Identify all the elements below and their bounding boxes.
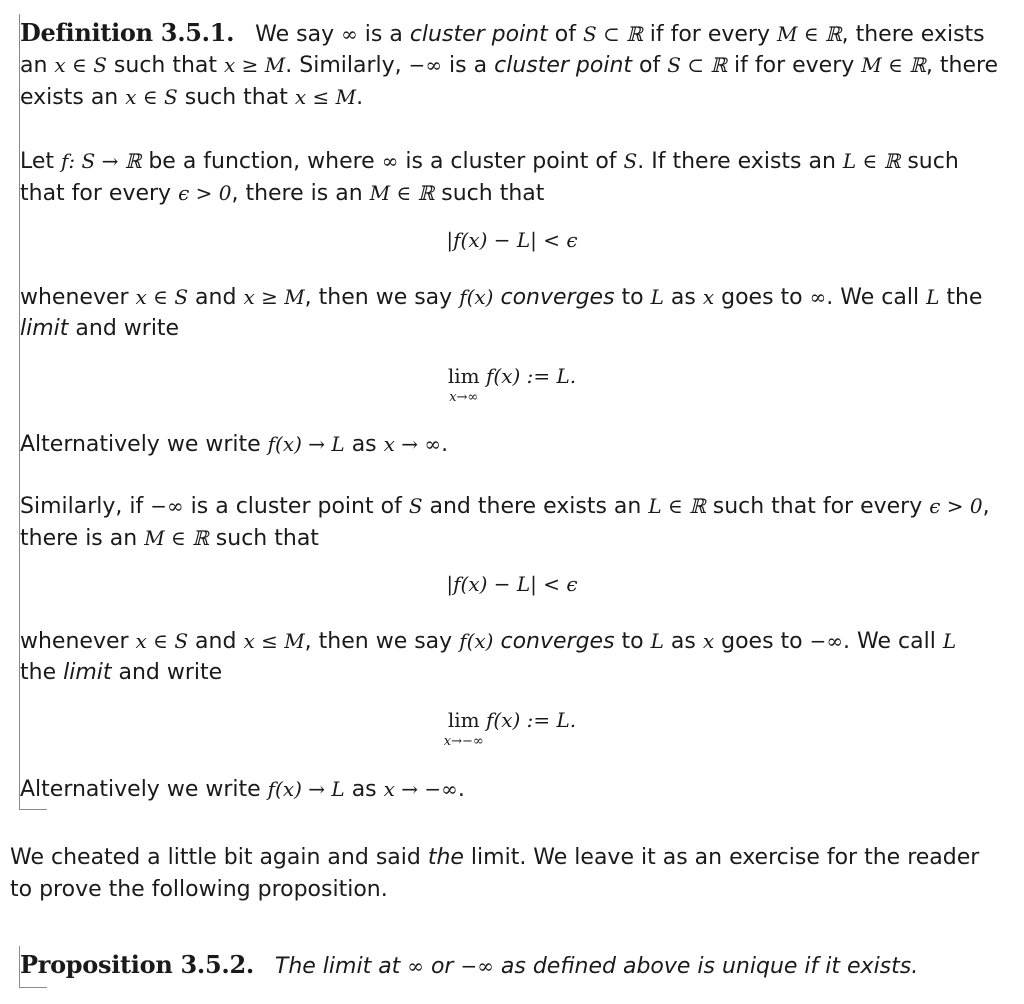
math: ϵ > 0 (178, 181, 232, 205)
text: is a (357, 22, 410, 47)
term-converges: converges (500, 629, 615, 654)
math: L (926, 285, 940, 309)
text: to (614, 629, 651, 654)
text: Alternatively we write (20, 432, 268, 457)
emphasis-the: the (427, 845, 464, 870)
lim-subscript: x→−∞ (443, 734, 484, 749)
text: the (20, 660, 64, 685)
lim-operator (447, 362, 480, 405)
text: , (982, 494, 990, 519)
math: f(x) → L (267, 432, 345, 456)
math: ∞ (407, 954, 424, 978)
text: . We call (826, 285, 927, 310)
math: L (650, 285, 664, 309)
text-line (20, 625, 1000, 657)
definition-paragraph-6 (20, 625, 1000, 689)
math: x → ∞ (383, 432, 442, 456)
remark-paragraph (10, 842, 990, 906)
text: whenever (20, 629, 136, 654)
math: f(x) (459, 629, 494, 653)
text: , there exists (841, 22, 985, 47)
text: as (663, 629, 703, 654)
definition-paragraph-4 (20, 428, 1000, 460)
math: M ∈ ℝ (861, 53, 926, 77)
math: f(x) → L (267, 777, 345, 801)
definition-box-corner (19, 809, 47, 810)
math: M ∈ ℝ (369, 181, 435, 205)
text: and (188, 285, 244, 310)
text: . (457, 777, 465, 802)
math: x ∈ S (135, 285, 189, 309)
text-line (20, 177, 1000, 209)
text: of (547, 22, 583, 47)
text: there is an (20, 526, 145, 551)
math: ∞ (341, 22, 358, 46)
text: to (614, 285, 651, 310)
math: f: S → ℝ (61, 149, 142, 173)
math: f(x) := L. (485, 364, 577, 388)
term-limit: limit (63, 660, 112, 685)
math: L (650, 629, 664, 653)
math: L (942, 629, 957, 653)
display-equation-3: |f(x) − L| < ϵ (446, 572, 578, 596)
display-equation-1: |f(x) − L| < ϵ (446, 228, 578, 252)
math: L ∈ ℝ (842, 149, 901, 173)
text: goes to (714, 629, 810, 654)
text: of (632, 53, 668, 78)
text: such that (106, 53, 225, 78)
text: as defined above is unique if it exists. (493, 954, 919, 979)
math: ∞ (809, 285, 827, 309)
text: as (344, 777, 384, 802)
math: M ∈ ℝ (776, 22, 842, 46)
display-equation-2 (0, 362, 1024, 405)
text-line (20, 522, 1000, 554)
definition-paragraph-5 (20, 490, 1000, 554)
math: x ≥ M (224, 53, 286, 77)
text: . Similarly, (285, 53, 409, 78)
math: M ∈ ℝ (144, 526, 209, 550)
text: that for every (20, 181, 179, 206)
math: S ⊂ ℝ (582, 22, 643, 46)
text: whenever (20, 285, 136, 310)
math: L ∈ ℝ (648, 494, 706, 518)
math: x ∈ S (125, 85, 178, 109)
text: is a cluster point of (398, 149, 624, 174)
term-cluster-point: cluster point (409, 22, 548, 47)
lim-subscript: x→∞ (449, 390, 479, 405)
text-line (20, 313, 1000, 345)
math: ϵ > 0 (929, 494, 983, 518)
math: ∞ (381, 149, 399, 173)
lim-word: lim (447, 364, 480, 388)
text: such that (208, 526, 319, 551)
math: x ≤ M (243, 629, 305, 653)
text: The limit at (274, 954, 408, 979)
text: and (188, 629, 244, 654)
text: , there (925, 53, 999, 78)
text: , then we say (304, 285, 460, 310)
text: as (663, 285, 703, 310)
math: x ∈ S (54, 53, 107, 77)
math: −∞ (150, 494, 184, 518)
term-cluster-point: cluster point (494, 53, 633, 78)
math: f(x) := L. (485, 708, 577, 732)
text: limit. We leave it as an exercise for the reader (463, 845, 980, 870)
text: and write (68, 316, 180, 341)
text-line (20, 81, 1000, 113)
text: , then we say (304, 629, 460, 654)
text: is a cluster point of (183, 494, 409, 519)
text: is a (442, 53, 495, 78)
definition-box (19, 14, 1005, 810)
display-equation-4 (0, 706, 1024, 749)
definition-heading: Definition 3.5.1. (20, 18, 235, 47)
text: , there is an (231, 181, 370, 206)
text: be a function, where (141, 149, 382, 174)
text: We cheated a little bit again and said (10, 845, 428, 870)
text-line (20, 657, 1000, 689)
term-limit: limit (20, 316, 69, 341)
text: goes to (714, 285, 810, 310)
text: as (344, 432, 384, 457)
math: S (623, 149, 638, 173)
text-line (20, 17, 1000, 49)
text-line: to prove the following proposition. (10, 877, 388, 902)
text: and there exists an (422, 494, 649, 519)
text: Alternatively we write (20, 777, 268, 802)
text: . (441, 432, 449, 457)
term-converges: converges (500, 285, 615, 310)
definition-paragraph-1 (20, 17, 1000, 113)
text-line (20, 490, 1000, 522)
text: such (900, 149, 959, 174)
text-line (20, 281, 1000, 313)
text: if for every (642, 22, 777, 47)
text: . (356, 85, 364, 110)
text: or (423, 954, 461, 979)
definition-paragraph-2 (20, 145, 1000, 209)
text: Let (20, 149, 62, 174)
math: x ∈ S (135, 629, 189, 653)
text-line (20, 949, 1000, 981)
math: S (408, 494, 423, 518)
math: x ≤ M (294, 85, 357, 109)
text: if for every (727, 53, 862, 78)
text-line (20, 49, 1000, 81)
text: and write (111, 660, 223, 685)
text: such that (434, 181, 545, 206)
proposition-heading: Proposition 3.5.2. (20, 950, 254, 979)
text-line (20, 773, 1000, 805)
proposition-statement (20, 949, 1000, 981)
text: . We call (843, 629, 943, 654)
definition-paragraph-3 (20, 281, 1000, 345)
text: such that (177, 85, 295, 110)
text-line (10, 842, 990, 874)
lim-word: lim (447, 708, 480, 732)
math: x (702, 629, 715, 653)
math: x → −∞ (383, 777, 458, 801)
math: −∞ (408, 53, 443, 77)
text: We say (255, 22, 342, 47)
text: . If there exists an (637, 149, 843, 174)
text: an (20, 53, 55, 78)
lim-operator (443, 706, 484, 749)
math: −∞ (460, 954, 494, 978)
text: exists an (20, 85, 126, 110)
text-line (20, 145, 1000, 177)
definition-paragraph-7 (20, 773, 1000, 805)
math: S ⊂ ℝ (667, 53, 728, 77)
math: f(x) (459, 285, 494, 309)
text: the (939, 285, 983, 310)
math: −∞ (809, 629, 844, 653)
text: such that for every (705, 494, 930, 519)
text: Similarly, if (20, 494, 151, 519)
math: x ≥ M (243, 285, 305, 309)
math: x (702, 285, 715, 309)
text-line (20, 428, 1000, 460)
proposition-box-corner (19, 987, 47, 988)
